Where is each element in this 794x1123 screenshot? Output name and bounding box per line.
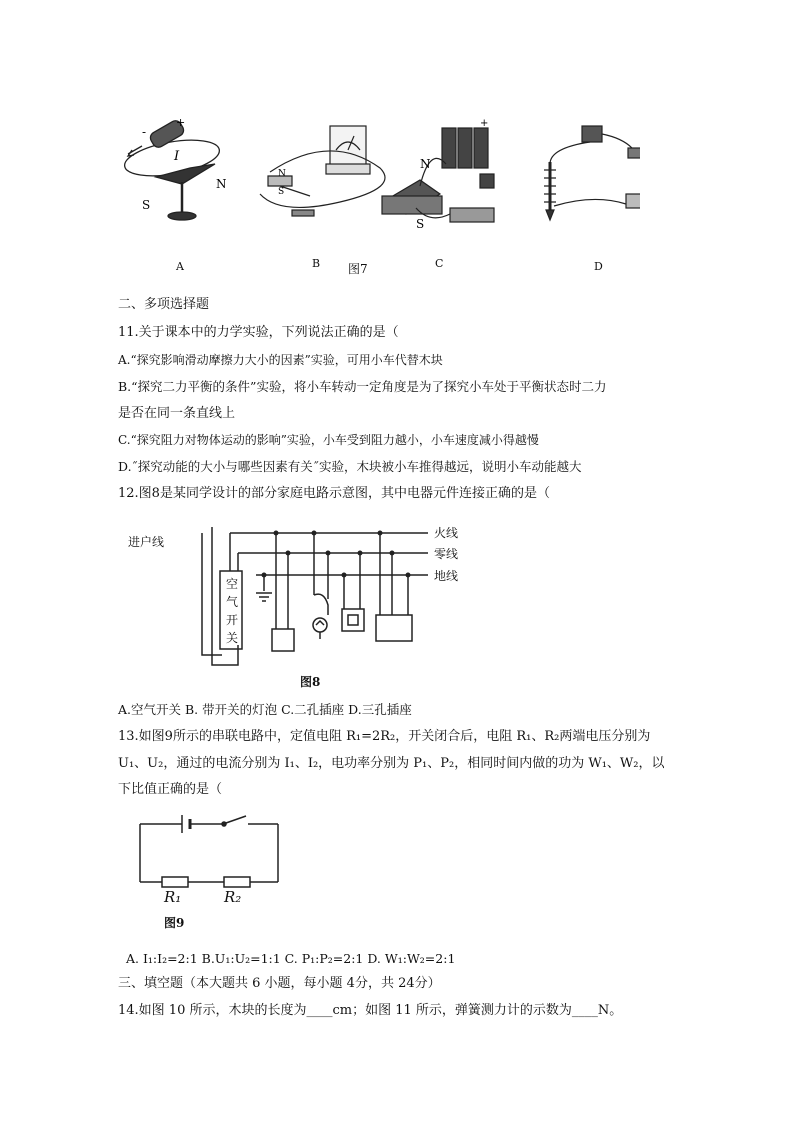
section-2-heading: 二、多项选择题 <box>118 297 210 312</box>
fig7-c-north-label: N <box>420 157 431 171</box>
figure-7 <box>120 110 640 285</box>
fig7-d-drawing <box>544 126 640 220</box>
fig8-neutral-label: 零线 <box>434 547 459 561</box>
fig7-a-minus-label: - <box>142 125 147 139</box>
fig8-ground-label: 地线 <box>434 569 459 583</box>
fig7-a-plus-label: + <box>176 116 186 129</box>
fig7-a-current-label: I <box>174 149 180 164</box>
q11-option-a: A.“探究影响滑动摩擦力大小的因素”实验，可用小车代替木块 <box>118 353 443 367</box>
q13-options: A. I₁:I₂=2:1 B.U₁:U₂=1:1 C. P₁:P₂=2:1 D. W₁:W₂=2:1 <box>126 951 456 966</box>
q11-option-b-line2: 是否在同一条直线上 <box>118 406 236 421</box>
fig9-caption: 图9 <box>164 916 185 930</box>
figure-8 <box>118 515 498 695</box>
q14-text: 14.如图 10 所示，木块的长度为____cm；如图 11 所示，弹簧测力计的示数为____N。 <box>118 1003 623 1018</box>
fig7-c-plus-label: + <box>480 118 489 129</box>
fig8-live-label: 火线 <box>434 526 459 540</box>
fig8-breaker-char-2: 气 <box>225 595 238 609</box>
figure-7-drawings <box>120 110 640 285</box>
fig7-b-north-label: N <box>278 169 286 179</box>
fig7-a-south-label: S <box>142 198 151 212</box>
q11-option-d: D.˝探究动能的大小与哪些因素有关˝实验，木块被小车推得越远，说明小车动能越大 <box>118 459 582 474</box>
fig7-label-c: C <box>435 257 444 270</box>
fig7-c-drawing <box>382 128 494 222</box>
fig8-breaker-char-4: 关 <box>225 631 238 645</box>
q13-line2: U₁、U₂，通过的电流分别为 I₁、I₂，电功率分别为 P₁、P₂，相同时间内做的功为 W₁、W₂，以 <box>118 756 665 771</box>
fig8-breaker-char-3: 开 <box>225 613 238 627</box>
q11-option-c: C.“探究阻力对物体运动的影响”实验，小车受到阻力越小，小车速度减小得越慢 <box>118 433 539 447</box>
q11-option-b-line1: B.“探究二力平衡的条件”实验，将小车转动一定角度是为了探究小车处于平衡状态时二力 <box>118 379 607 394</box>
fig9-r1-label: R₁ <box>164 888 182 906</box>
fig7-a-drawing <box>122 119 222 220</box>
fig8-incoming-label: 进户线 <box>128 535 165 549</box>
fig8-breaker-label <box>222 575 242 647</box>
q12-stem: 12.图8是某同学设计的部分家庭电路示意图，其中电器元件连接正确的是（ <box>118 486 550 501</box>
fig7-label-d: D <box>594 260 603 273</box>
fig7-c-south-label: S <box>416 217 425 231</box>
fig8-caption: 图8 <box>300 675 321 689</box>
section-3-heading: 三、填空题（本大题共 6 小题，每小题 4分，共 24分） <box>118 976 441 991</box>
fig7-label-a: A <box>176 260 184 273</box>
fig7-caption: 图7 <box>348 262 368 276</box>
q11-stem: 11.关于课本中的力学实验，下列说法正确的是（ <box>118 325 399 340</box>
fig7-label-b: B <box>312 257 321 270</box>
q13-line1: 13.如图9所示的串联电路中，定值电阻 R₁=2R₂，开关闭合后，电阻 R₁、R₂两端电压分别为 <box>118 729 651 744</box>
q13-line3: 下比值正确的是（ <box>118 782 223 797</box>
q12-options: A.空气开关 B. 带开关的灯泡 C.二孔插座 D.三孔插座 <box>118 702 412 717</box>
figure-8-circuit <box>118 515 498 695</box>
figure-9-circuit <box>118 810 298 935</box>
fig8-breaker-char-1: 空 <box>225 577 238 591</box>
fig7-b-south-label: S <box>278 187 285 197</box>
figure-9 <box>118 810 298 935</box>
fig7-a-north-label: N <box>216 177 227 191</box>
fig9-r2-label: R₂ <box>224 888 242 906</box>
